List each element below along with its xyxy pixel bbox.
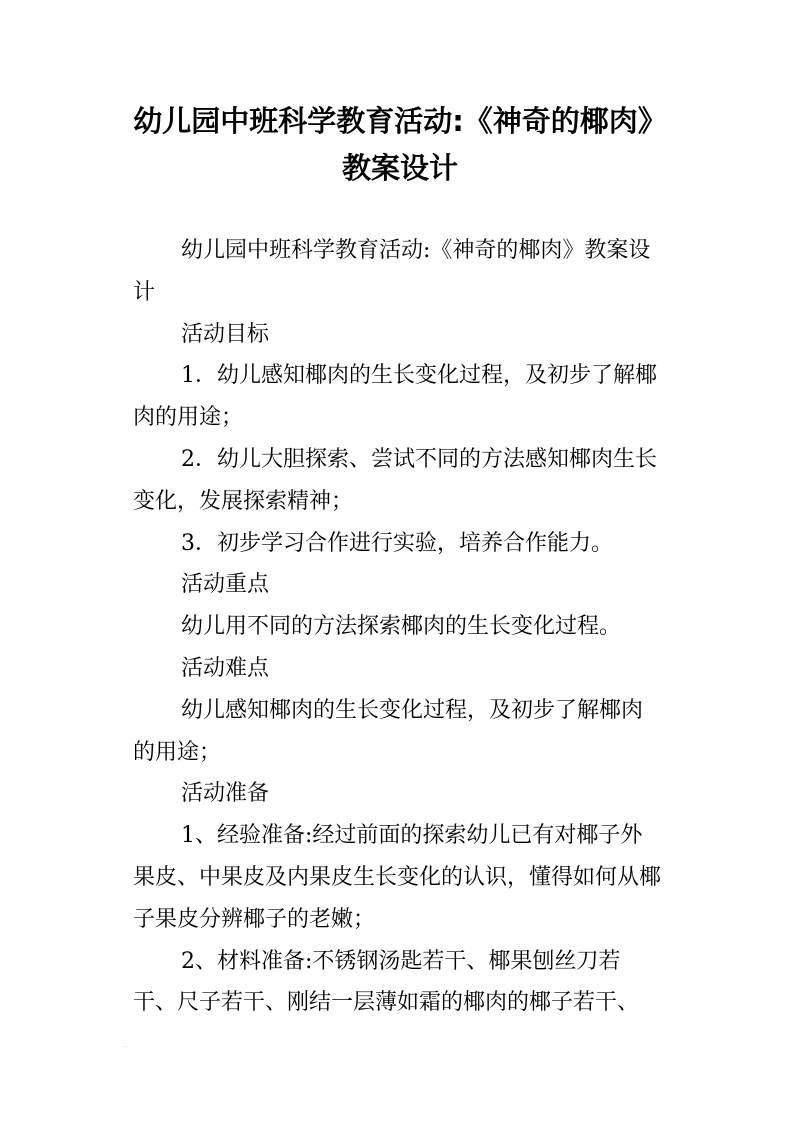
section-heading-preparation: 活动准备 (181, 781, 270, 807)
key-point-text: 幼儿用不同的方法探索椰肉的生长变化过程。 (181, 614, 622, 640)
intro-paragraph: 幼儿园中班科学教育活动:《神奇的椰肉》教案设计 (133, 238, 651, 305)
difficulty-text: 幼儿感知椰肉的生长变化过程，及初步了解椰肉的用途； (133, 697, 644, 765)
preparation-item-2: 2、材料准备:不锈钢汤匙若干、椰果刨丝刀若干、尺子若干、刚结一层薄如霜的椰肉的椰子若干、 (133, 948, 640, 1016)
preparation-item-1: 1、经验准备:经过前面的探索幼儿已有对椰子外果皮、中果皮及内果皮生长变化的认识，懂得如何从椰子果皮分辨椰子的老嫩； (133, 823, 662, 932)
goal-item-1: 1．幼儿感知椰肉的生长变化过程，及初步了解椰肉的用途； (133, 363, 657, 431)
goal-item-2: 2．幼儿大胆探索、尝试不同的方法感知椰肉生长变化，发展探索精神； (133, 446, 657, 514)
section-heading-key-point: 活动重点 (181, 572, 270, 598)
section-heading-goals: 活动目标 (181, 321, 270, 347)
document-body (133, 230, 663, 1024)
corner-mark-bottom: ˏ (124, 1037, 128, 1048)
goal-item-3: 3．初步学习合作进行实验，培养合作能力。 (181, 530, 613, 556)
section-heading-difficulty: 活动难点 (181, 655, 270, 681)
document-title: 幼儿园中班科学教育活动:《神奇的椰肉》教案设计 (133, 104, 667, 185)
